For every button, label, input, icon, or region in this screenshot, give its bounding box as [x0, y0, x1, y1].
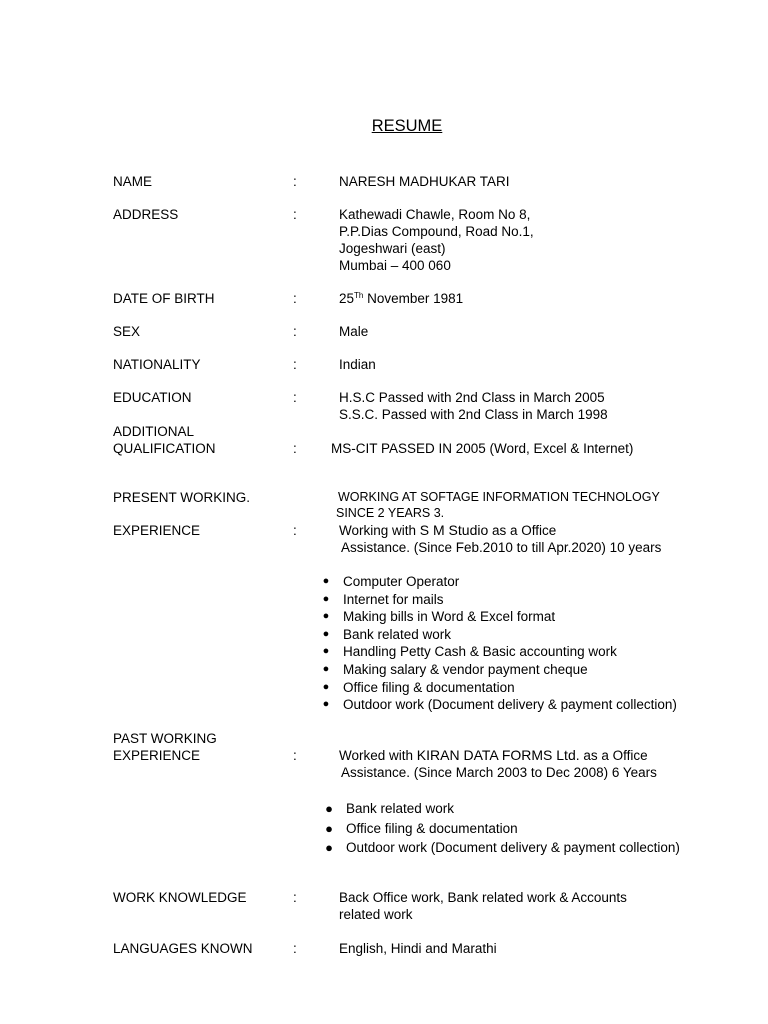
bullet-icon: ●	[322, 680, 330, 693]
list-item: ● Making bills in Word & Excel format	[322, 609, 556, 625]
dob-colon: :	[293, 291, 297, 306]
education-label: EDUCATION	[113, 390, 192, 405]
present-line: WORKING AT SOFTAGE INFORMATION TECHNOLOGY	[338, 490, 660, 504]
sex-value: Male	[339, 324, 369, 339]
education-line: S.S.C. Passed with 2nd Class in March 1998	[339, 407, 608, 422]
experience-prefix: Working with	[339, 523, 420, 538]
past-duties-list	[324, 799, 680, 858]
experience-colon: :	[293, 523, 297, 538]
past-label-line: PAST WORKING	[113, 731, 217, 746]
work-knowledge-line: Back Office work, Bank related work & Accounts	[339, 890, 627, 905]
bullet-icon: ●	[325, 840, 333, 855]
address-line: Kathewadi Chawle, Room No 8,	[339, 207, 531, 222]
nationality-value: Indian	[339, 357, 376, 372]
name-label: NAME	[113, 174, 153, 189]
sex-colon: :	[293, 324, 297, 339]
address-value	[339, 206, 534, 274]
dob-suffix: Th	[354, 291, 364, 300]
address-line: Jogeshwari (east)	[339, 241, 446, 256]
bullet-icon: ●	[325, 801, 333, 816]
list-item: ● Handling Petty Cash & Basic accounting work	[322, 644, 617, 660]
bullet-icon: ●	[325, 820, 333, 836]
resume-title: RESUME	[371, 117, 443, 135]
bullet-icon: ●	[322, 592, 330, 605]
address-line: P.P.Dias Compound, Road No.1,	[339, 224, 534, 239]
nationality-colon: :	[293, 357, 297, 372]
list-item: ● Outdoor work (Document delivery & payment collection)	[322, 697, 677, 713]
list-item: ● Office filing & documentation	[324, 819, 680, 839]
present-line: SINCE 2 YEARS 3.	[336, 506, 445, 520]
additional-label-line: ADDITIONAL	[113, 424, 195, 439]
bullet-icon: ●	[322, 645, 330, 658]
past-label-line: EXPERIENCE	[113, 748, 201, 763]
education-colon: :	[293, 390, 297, 405]
past-company: KIRAN DATA FORMS Ltd.	[416, 747, 580, 763]
dob-day: 25	[339, 291, 355, 306]
sex-label: SEX	[113, 324, 141, 339]
bullet-icon: ●	[322, 627, 330, 640]
education-value	[339, 389, 608, 423]
list-item: ● Making salary & vendor payment cheque	[322, 661, 588, 677]
list-item: ● Computer Operator	[322, 574, 460, 589]
list-item: ● Internet for mails	[322, 591, 444, 607]
additional-label	[113, 423, 216, 457]
address-colon: :	[293, 207, 297, 222]
present-label: PRESENT WORKING.	[113, 490, 251, 505]
list-item: ● Office filing & documentation	[322, 679, 515, 695]
past-colon: :	[293, 748, 297, 763]
education-line: H.S.C Passed with 2nd Class in March 2005	[339, 390, 605, 405]
bullet-icon: ●	[322, 610, 330, 623]
list-item: ● Outdoor work (Document delivery & payment collection)	[324, 838, 680, 858]
name-colon: :	[293, 174, 297, 189]
past-suffix: as a Office	[579, 748, 648, 763]
experience-label: EXPERIENCE	[113, 523, 201, 538]
work-knowledge-label: WORK KNOWLEDGE	[113, 890, 247, 905]
additional-value: MS-CIT PASSED IN 2005 (Word, Excel & Internet)	[331, 441, 634, 456]
dob-value	[339, 290, 463, 307]
past-label	[113, 730, 217, 764]
languages-colon: :	[293, 941, 297, 956]
address-label: ADDRESS	[113, 207, 179, 222]
past-line1	[339, 747, 648, 764]
work-knowledge-colon: :	[293, 890, 297, 905]
bullet-icon: ●	[322, 698, 330, 711]
languages-label: LANGUAGES KNOWN	[113, 941, 253, 956]
work-knowledge-value	[339, 889, 627, 923]
experience-line2: Assistance. (Since Feb.2010 to till Apr.2020) 10 years	[341, 540, 662, 555]
list-item: ● Bank related work	[324, 799, 680, 819]
languages-value: English, Hindi and Marathi	[339, 941, 497, 956]
nationality-label: NATIONALITY	[113, 357, 201, 372]
bullet-icon: ●	[322, 575, 330, 587]
additional-label-line: QUALIFICATION	[113, 441, 216, 456]
past-line2: Assistance. (Since March 2003 to Dec 2008) 6 Years	[341, 765, 657, 780]
work-knowledge-line: related work	[339, 907, 413, 922]
dob-label: DATE OF BIRTH	[113, 291, 215, 306]
address-line: Mumbai – 400 060	[339, 258, 451, 273]
additional-colon: :	[293, 441, 297, 456]
bullet-icon: ●	[322, 662, 330, 675]
experience-duties-list	[321, 573, 677, 714]
list-item: ● Bank related work	[322, 626, 452, 642]
experience-suffix: as a Office	[488, 523, 557, 538]
present-value	[338, 489, 660, 521]
experience-company: S M Studio	[419, 522, 489, 538]
experience-line1	[339, 522, 556, 539]
dob-rest: November 1981	[363, 291, 464, 306]
name-value: NARESH MADHUKAR TARI	[339, 174, 510, 189]
past-prefix: Worked with	[339, 748, 417, 763]
